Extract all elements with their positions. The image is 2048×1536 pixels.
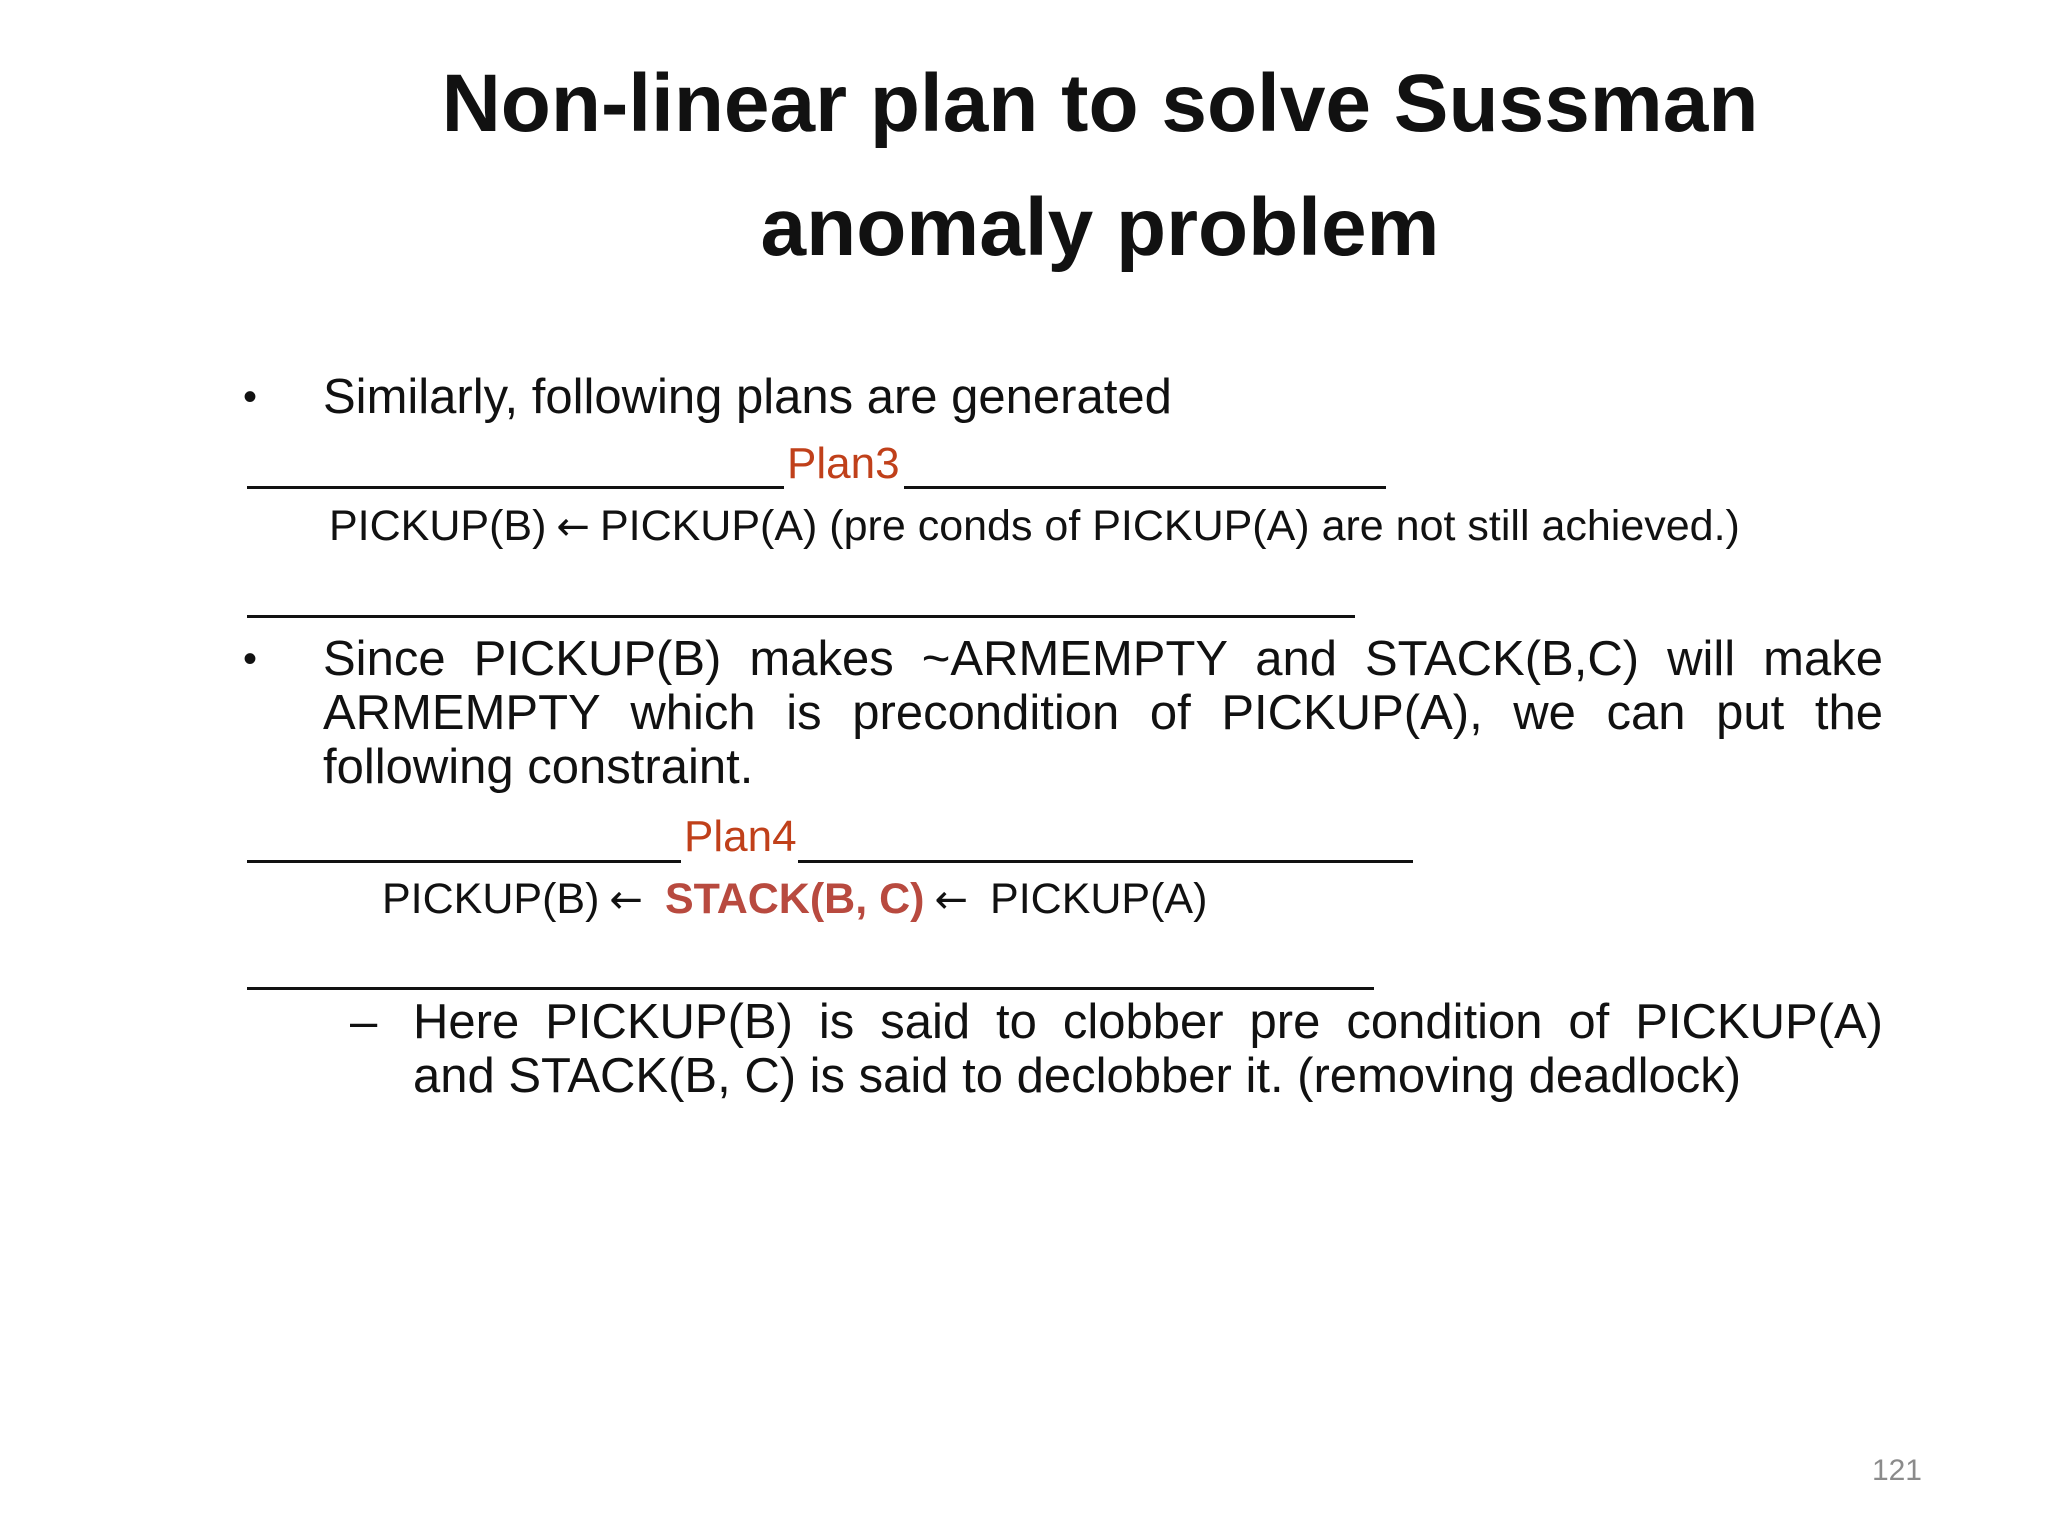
plan3-first-action: PICKUP(B) [329,502,547,550]
plan4-label: Plan4 [684,812,797,861]
sub-bullet-marker: – [350,995,378,1049]
plan3-sequence [329,500,1740,553]
page-number: 121 [1871,1454,1922,1487]
bullet-line-1: Since PICKUP(B) makes ~ARMEMPTY and STACK(B,C) will make [323,632,1883,686]
plan4-left-rule [247,860,681,863]
plan3-left-rule [247,486,784,489]
left-arrow-icon: ← [556,504,590,550]
sub-bullet-paragraph [413,995,1883,1103]
bullet-text: Similarly, following plans are generated [323,370,1172,424]
plan4-right-rule [798,860,1413,863]
sub-bullet-line-2: and STACK(B, C) is said to declobber it. (removing deadlock) [413,1049,1742,1103]
bullet-item-similarly [243,370,1883,424]
bullet-paragraph [323,632,1883,794]
left-arrow-icon: ← [609,877,643,923]
plan4-bottom-rule [247,987,1374,990]
plan3-bottom-rule [247,615,1355,618]
plan4-sequence [382,873,1207,926]
sub-bullet-item [350,995,1883,1103]
plan4-highlighted-action: STACK(B, C) [664,875,925,923]
left-arrow-icon: ← [934,877,969,923]
bullet-line-3: following constraint. [323,740,754,794]
bullet-marker: • [243,637,258,681]
sub-bullet-line-1: Here PICKUP(B) is said to clobber pre condition of PICKUP(A) [413,995,1883,1049]
slide-title-line-1: Non-linear plan to solve Sussman [441,58,1759,149]
plan4-last-action: PICKUP(A) [990,875,1208,923]
plan3-right-rule [904,486,1386,489]
bullet-marker: • [243,375,258,419]
plan3-label: Plan3 [787,439,900,488]
bullet-line-2: ARMEMPTY which is precondition of PICKUP(A), we can put the [323,686,1883,740]
slide-title [300,42,1900,290]
plan3-second-action: PICKUP(A) (pre conds of PICKUP(A) are not still achieved.) [599,502,1740,550]
plan4-first-action: PICKUP(B) [382,875,600,923]
slide-title-line-2: anomaly problem [760,182,1440,273]
bullet-item-since [243,632,1883,794]
